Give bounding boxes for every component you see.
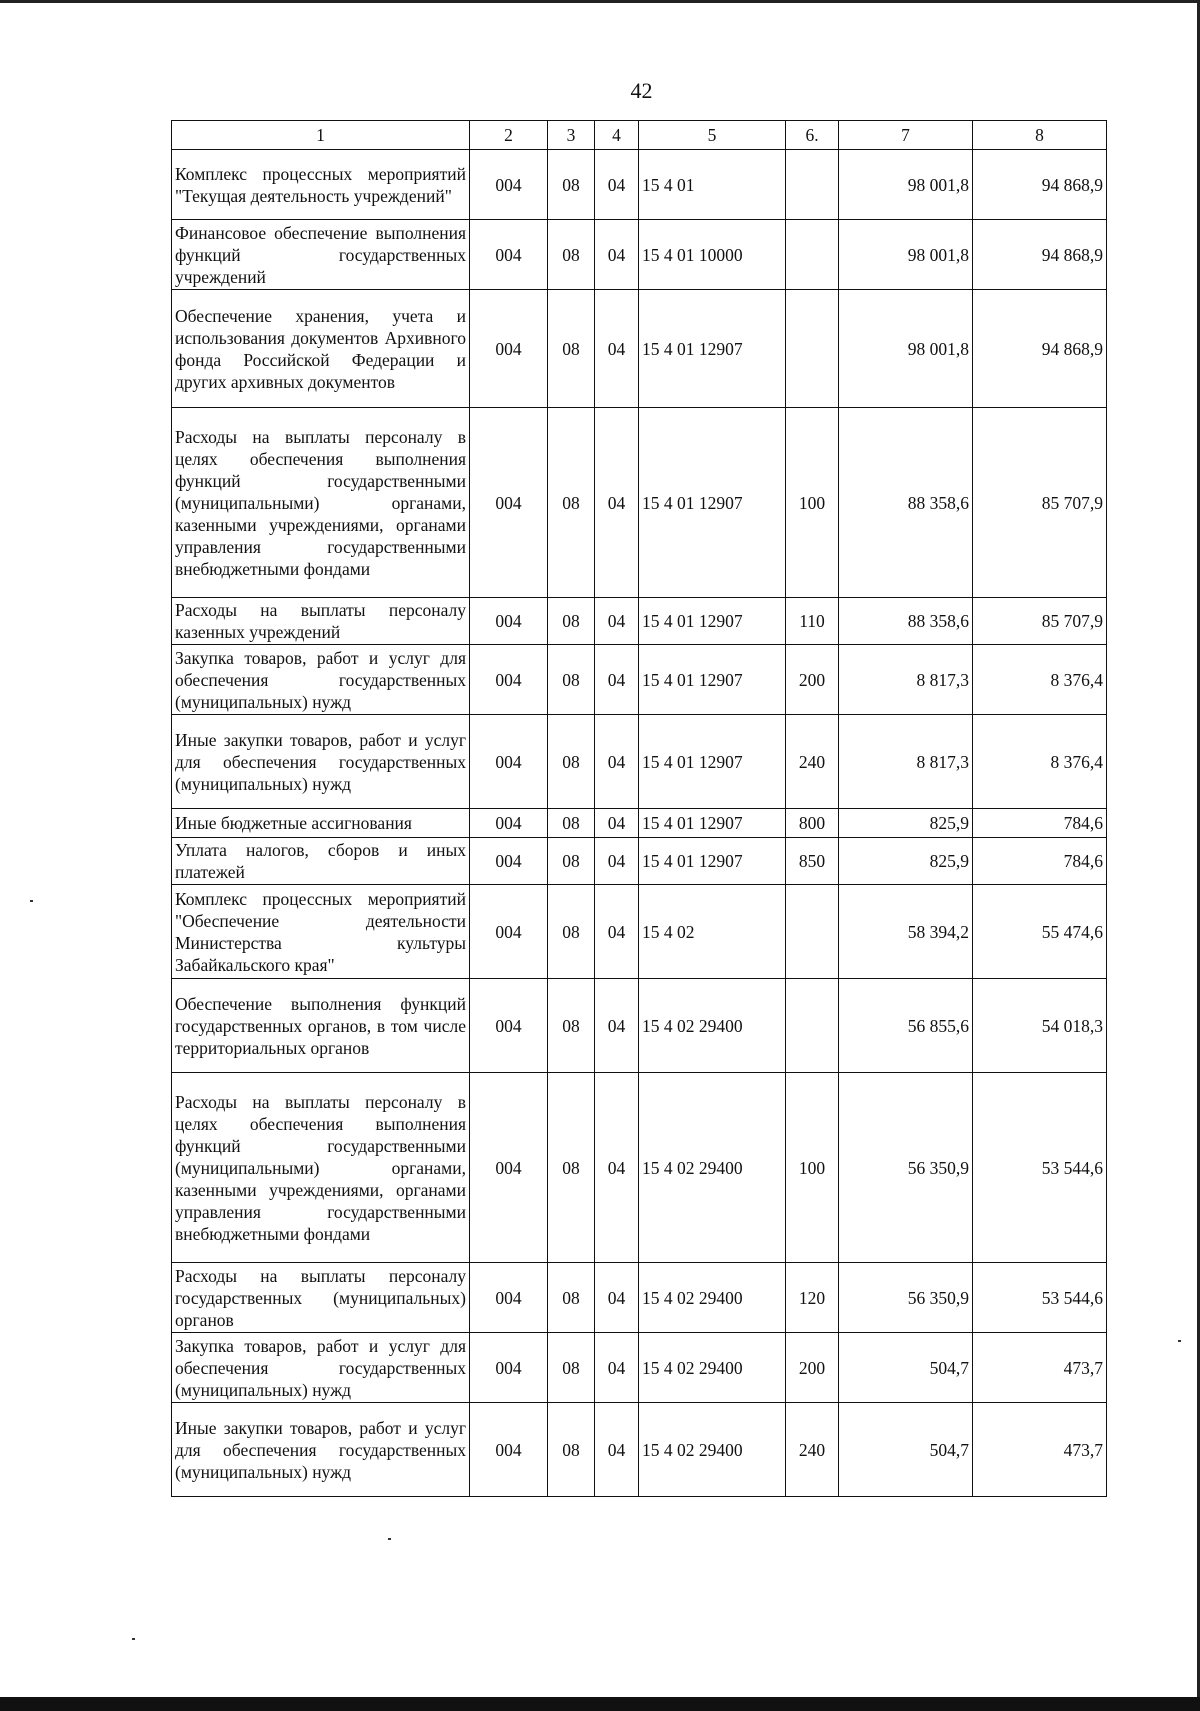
- row-amount-col8: 784,6: [973, 809, 1107, 838]
- row-amount-col8: 54 018,3: [973, 979, 1107, 1073]
- row-section: 08: [548, 809, 595, 838]
- row-amount-col7: 504,7: [839, 1333, 973, 1403]
- row-admin-code: 004: [470, 598, 548, 645]
- table-row: [172, 1073, 1107, 1263]
- header-col-3: 3: [548, 121, 595, 150]
- row-section: 08: [548, 1073, 595, 1263]
- row-subsection: 04: [595, 1263, 639, 1333]
- row-section: 08: [548, 220, 595, 290]
- row-section: 08: [548, 1333, 595, 1403]
- row-target-article: 15 4 01 12907: [639, 598, 786, 645]
- table-row: [172, 1403, 1107, 1497]
- row-amount-col7: 98 001,8: [839, 290, 973, 408]
- row-section: 08: [548, 1263, 595, 1333]
- table-row: [172, 979, 1107, 1073]
- row-section: 08: [548, 979, 595, 1073]
- row-admin-code: 004: [470, 408, 548, 598]
- row-admin-code: 004: [470, 220, 548, 290]
- row-description: Расходы на выплаты персоналу государственных (муниципальных) органов: [172, 1263, 470, 1333]
- page-number: 42: [630, 78, 653, 103]
- row-admin-code: 004: [470, 979, 548, 1073]
- table-row: [172, 645, 1107, 715]
- row-expense-type: 850: [786, 838, 839, 885]
- table-row: [172, 408, 1107, 598]
- row-expense-type: 240: [786, 1403, 839, 1497]
- row-amount-col8: 53 544,6: [973, 1263, 1107, 1333]
- row-admin-code: 004: [470, 715, 548, 809]
- row-expense-type: 110: [786, 598, 839, 645]
- row-subsection: 04: [595, 885, 639, 979]
- row-subsection: 04: [595, 1073, 639, 1263]
- row-amount-col7: 56 350,9: [839, 1073, 973, 1263]
- table-row: [172, 809, 1107, 838]
- row-section: 08: [548, 645, 595, 715]
- scan-speck: [1178, 1340, 1181, 1342]
- scan-edge-top: [0, 0, 1200, 3]
- row-description: Закупка товаров, работ и услуг для обеспечения государственных (муниципальных) нужд: [172, 645, 470, 715]
- table-row: [172, 598, 1107, 645]
- table-row: [172, 290, 1107, 408]
- row-subsection: 04: [595, 838, 639, 885]
- row-expense-type: 800: [786, 809, 839, 838]
- row-subsection: 04: [595, 598, 639, 645]
- row-amount-col8: 473,7: [973, 1333, 1107, 1403]
- row-description: Финансовое обеспечение выполнения функций государственных учреждений: [172, 220, 470, 290]
- row-admin-code: 004: [470, 1263, 548, 1333]
- row-description: Расходы на выплаты персоналу в целях обеспечения выполнения функций государственными (муниципальными) органами, казенными учреждениями, органами управления государственными внебюджетными фондами: [172, 1073, 470, 1263]
- row-amount-col8: 85 707,9: [973, 408, 1107, 598]
- row-description: Комплекс процессных мероприятий "Текущая деятельность учреждений": [172, 150, 470, 220]
- row-description: Комплекс процессных мероприятий "Обеспечение деятельности Министерства культуры Забайкальского края": [172, 885, 470, 979]
- row-target-article: 15 4 01 12907: [639, 809, 786, 838]
- row-target-article: 15 4 02 29400: [639, 979, 786, 1073]
- scan-speck: [132, 1638, 135, 1640]
- row-admin-code: 004: [470, 885, 548, 979]
- row-target-article: 15 4 02 29400: [639, 1403, 786, 1497]
- budget-table: [171, 120, 1107, 1497]
- row-subsection: 04: [595, 150, 639, 220]
- scan-edge-bottom: [0, 1697, 1200, 1711]
- row-target-article: 15 4 01 12907: [639, 408, 786, 598]
- row-subsection: 04: [595, 979, 639, 1073]
- row-section: 08: [548, 715, 595, 809]
- row-target-article: 15 4 02: [639, 885, 786, 979]
- row-amount-col7: 8 817,3: [839, 715, 973, 809]
- table-row: [172, 150, 1107, 220]
- row-target-article: 15 4 01 12907: [639, 290, 786, 408]
- row-admin-code: 004: [470, 1073, 548, 1263]
- row-description: Иные бюджетные ассигнования: [172, 809, 470, 838]
- row-section: 08: [548, 408, 595, 598]
- row-amount-col8: 94 868,9: [973, 150, 1107, 220]
- row-amount-col7: 88 358,6: [839, 408, 973, 598]
- row-subsection: 04: [595, 220, 639, 290]
- row-amount-col8: 85 707,9: [973, 598, 1107, 645]
- row-description: Иные закупки товаров, работ и услуг для обеспечения государственных (муниципальных) нужд: [172, 715, 470, 809]
- row-target-article: 15 4 02 29400: [639, 1333, 786, 1403]
- row-target-article: 15 4 01: [639, 150, 786, 220]
- scan-speck: [30, 900, 33, 902]
- row-amount-col7: 56 350,9: [839, 1263, 973, 1333]
- row-admin-code: 004: [470, 645, 548, 715]
- row-expense-type: [786, 150, 839, 220]
- row-expense-type: [786, 220, 839, 290]
- row-amount-col8: 8 376,4: [973, 715, 1107, 809]
- row-amount-col7: 825,9: [839, 809, 973, 838]
- row-amount-col7: 58 394,2: [839, 885, 973, 979]
- row-description: Расходы на выплаты персоналу казенных учреждений: [172, 598, 470, 645]
- row-description: Закупка товаров, работ и услуг для обеспечения государственных (муниципальных) нужд: [172, 1333, 470, 1403]
- header-col-4: 4: [595, 121, 639, 150]
- row-expense-type: 200: [786, 645, 839, 715]
- header-col-8: 8: [973, 121, 1107, 150]
- row-amount-col8: 8 376,4: [973, 645, 1107, 715]
- row-amount-col8: 53 544,6: [973, 1073, 1107, 1263]
- row-amount-col8: 94 868,9: [973, 220, 1107, 290]
- row-subsection: 04: [595, 408, 639, 598]
- header-col-5: 5: [639, 121, 786, 150]
- row-expense-type: 240: [786, 715, 839, 809]
- row-section: 08: [548, 885, 595, 979]
- row-expense-type: [786, 290, 839, 408]
- row-target-article: 15 4 01 10000: [639, 220, 786, 290]
- row-admin-code: 004: [470, 838, 548, 885]
- row-target-article: 15 4 02 29400: [639, 1073, 786, 1263]
- row-amount-col8: 473,7: [973, 1403, 1107, 1497]
- row-subsection: 04: [595, 645, 639, 715]
- row-admin-code: 004: [470, 150, 548, 220]
- table-row: [172, 1333, 1107, 1403]
- row-subsection: 04: [595, 290, 639, 408]
- row-section: 08: [548, 150, 595, 220]
- scan-speck: [388, 1538, 391, 1540]
- row-amount-col7: 88 358,6: [839, 598, 973, 645]
- row-subsection: 04: [595, 715, 639, 809]
- row-subsection: 04: [595, 1403, 639, 1497]
- header-col-6: 6.: [786, 121, 839, 150]
- table-row: [172, 885, 1107, 979]
- table-row: [172, 220, 1107, 290]
- header-row: [172, 121, 1107, 150]
- header-col-7: 7: [839, 121, 973, 150]
- row-expense-type: [786, 979, 839, 1073]
- row-target-article: 15 4 01 12907: [639, 838, 786, 885]
- table-row: [172, 1263, 1107, 1333]
- row-expense-type: 100: [786, 1073, 839, 1263]
- row-target-article: 15 4 01 12907: [639, 645, 786, 715]
- row-description: Обеспечение хранения, учета и использования документов Архивного фонда Российской Федерации и других архивных документов: [172, 290, 470, 408]
- row-target-article: 15 4 02 29400: [639, 1263, 786, 1333]
- row-expense-type: 100: [786, 408, 839, 598]
- row-amount-col7: 56 855,6: [839, 979, 973, 1073]
- header-col-2: 2: [470, 121, 548, 150]
- row-section: 08: [548, 290, 595, 408]
- row-amount-col7: 825,9: [839, 838, 973, 885]
- table-row: [172, 715, 1107, 809]
- row-admin-code: 004: [470, 809, 548, 838]
- row-expense-type: 200: [786, 1333, 839, 1403]
- row-amount-col8: 784,6: [973, 838, 1107, 885]
- table-body: [172, 150, 1107, 1497]
- row-expense-type: 120: [786, 1263, 839, 1333]
- row-admin-code: 004: [470, 1403, 548, 1497]
- row-section: 08: [548, 1403, 595, 1497]
- row-description: Расходы на выплаты персоналу в целях обеспечения выполнения функций государственными (муниципальными) органами, казенными учреждениями, органами управления государственными внебюджетными фондами: [172, 408, 470, 598]
- table-row: [172, 838, 1107, 885]
- row-amount-col7: 504,7: [839, 1403, 973, 1497]
- row-section: 08: [548, 838, 595, 885]
- row-admin-code: 004: [470, 290, 548, 408]
- row-amount-col7: 98 001,8: [839, 220, 973, 290]
- row-description: Иные закупки товаров, работ и услуг для обеспечения государственных (муниципальных) нужд: [172, 1403, 470, 1497]
- row-amount-col8: 94 868,9: [973, 290, 1107, 408]
- row-description: Уплата налогов, сборов и иных платежей: [172, 838, 470, 885]
- row-section: 08: [548, 598, 595, 645]
- row-amount-col7: 98 001,8: [839, 150, 973, 220]
- row-description: Обеспечение выполнения функций государственных органов, в том числе территориальных органов: [172, 979, 470, 1073]
- header-col-1: 1: [172, 121, 470, 150]
- row-target-article: 15 4 01 12907: [639, 715, 786, 809]
- row-amount-col8: 55 474,6: [973, 885, 1107, 979]
- row-amount-col7: 8 817,3: [839, 645, 973, 715]
- row-subsection: 04: [595, 1333, 639, 1403]
- row-expense-type: [786, 885, 839, 979]
- row-subsection: 04: [595, 809, 639, 838]
- row-admin-code: 004: [470, 1333, 548, 1403]
